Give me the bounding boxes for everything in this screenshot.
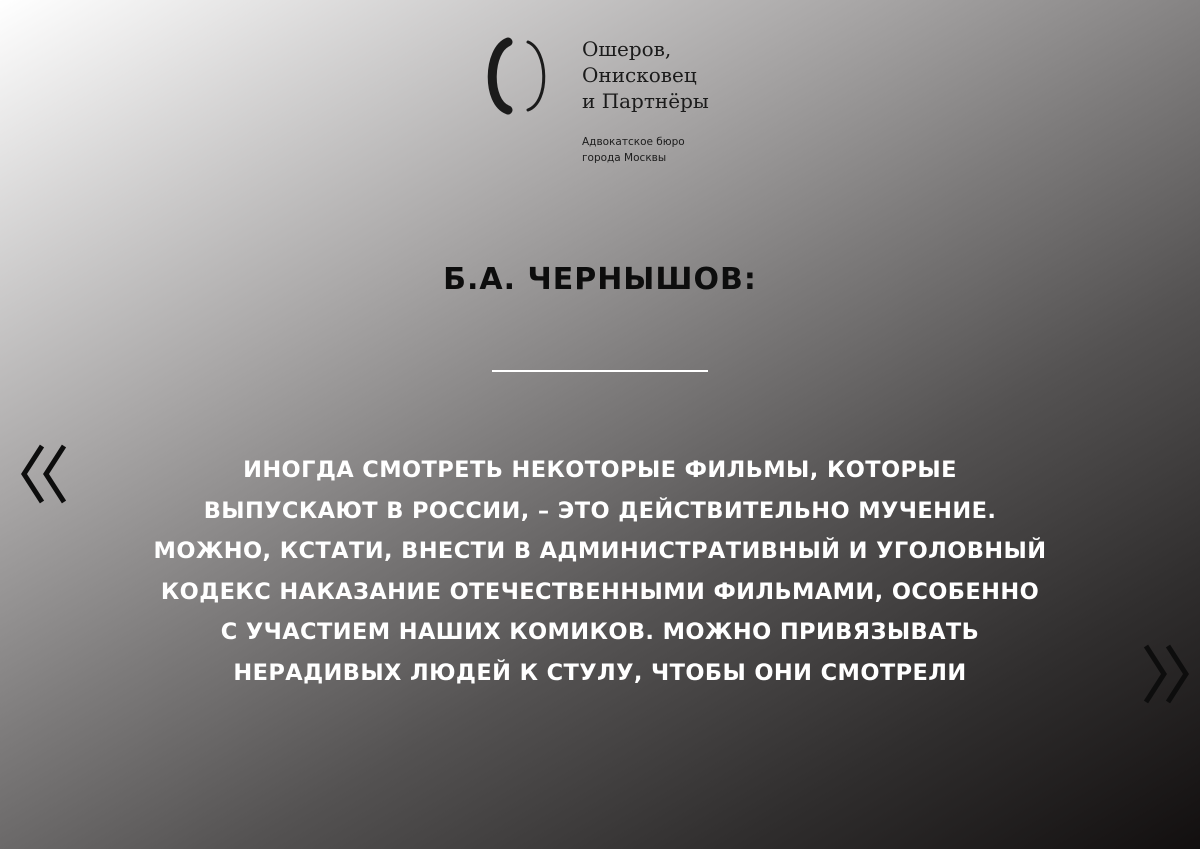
firm-name (582, 36, 709, 114)
firm-subtitle-line-2: города Москвы (582, 152, 667, 164)
quote-line-2: ВЫПУСКАЮТ В РОССИИ, – ЭТО ДЕЙСТВИТЕЛЬНО МУЧЕНИЕ. (203, 497, 997, 524)
open-quote-icon (16, 436, 76, 508)
firm-name-line-3: и Партнёры (582, 89, 709, 113)
quote-line-3: МОЖНО, КСТАТИ, ВНЕСТИ В АДМИНИСТРАТИВНЫЙ И УГОЛОВНЫЙ (153, 538, 1047, 564)
firm-name-line-1: Ошеров, (582, 37, 672, 61)
quote-line-5: С УЧАСТИЕМ НАШИХ КОМИКОВ. МОЖНО ПРИВЯЗЫВАТЬ (220, 619, 980, 645)
quote-text (70, 450, 1130, 693)
author-heading: Б.А. ЧЕРНЫШОВ: (443, 262, 757, 297)
firm-name-line-2: Онисковец (582, 63, 697, 87)
logo-circle-icon (482, 36, 554, 116)
close-quote-icon (1134, 636, 1194, 708)
divider-line (492, 370, 708, 372)
firm-subtitle (582, 134, 685, 166)
quote-line-4: КОДЕКС НАКАЗАНИЕ ОТЕЧЕСТВЕННЫМИ ФИЛЬМАМИ, ОСОБЕННО (160, 578, 1040, 605)
firm-logo (482, 36, 742, 176)
firm-subtitle-line-1: Адвокатское бюро (582, 136, 685, 148)
quote-line-1: ИНОГДА СМОТРЕТЬ НЕКОТОРЫЕ ФИЛЬМЫ, КОТОРЫЕ (243, 457, 957, 483)
quote-line-6: НЕРАДИВЫХ ЛЮДЕЙ К СТУЛУ, ЧТОБЫ ОНИ СМОТРЕЛИ (233, 659, 967, 686)
